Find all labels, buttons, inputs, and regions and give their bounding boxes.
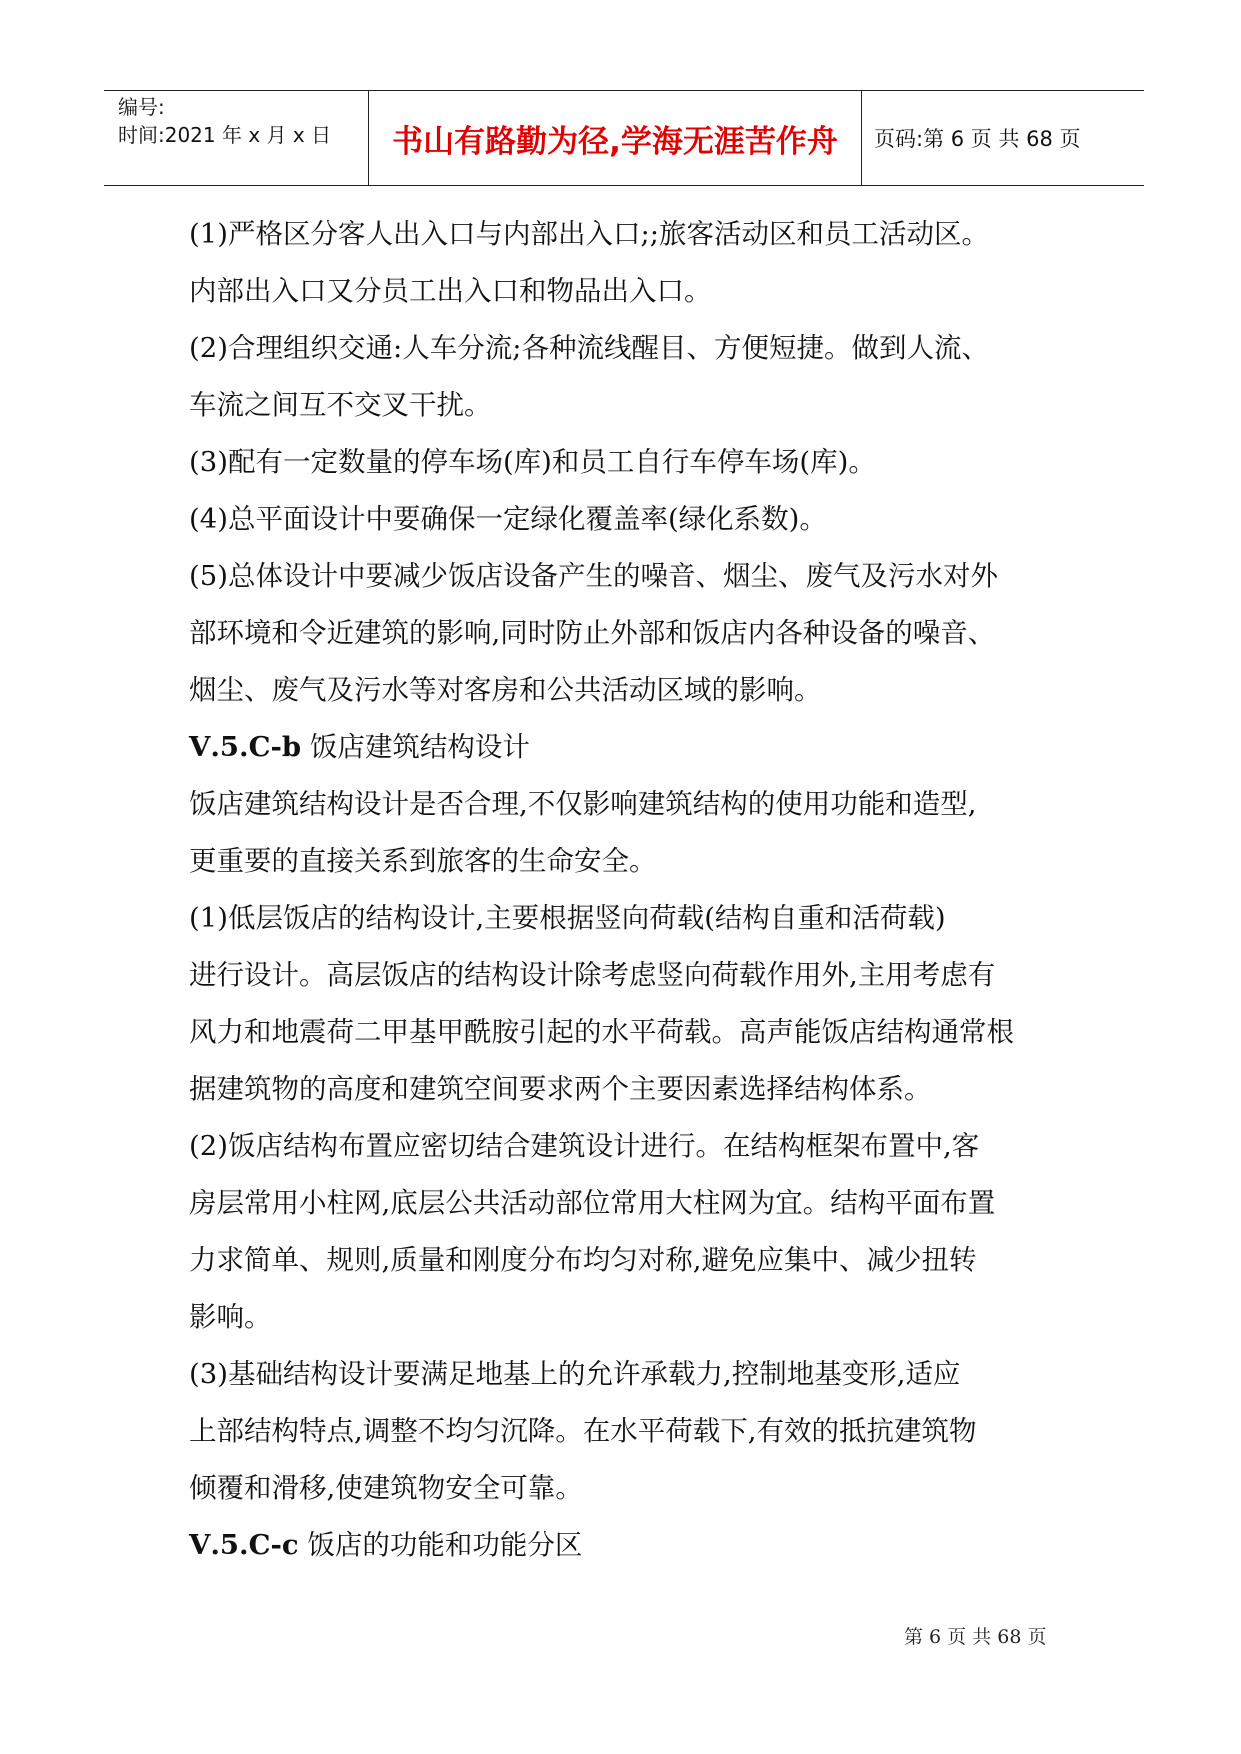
section-title: 饭店的功能和功能分区 [298, 1529, 583, 1561]
document-time-label: 时间:2021 年 x 月 x 日 [118, 123, 332, 147]
body-line: 内部出入口又分员工出入口和物品出入口。 [189, 275, 712, 307]
body-line: (4)总平面设计中要确保一定绿化覆盖率(绿化系数)。 [189, 503, 827, 535]
page-header [104, 90, 1144, 186]
section-code: Ⅴ.5.C-b [189, 731, 302, 763]
body-line: 进行设计。高层饭店的结构设计除考虑竖向荷载作用外,主用考虑有 [189, 959, 996, 991]
header-motto: 书山有路勤为径,学海无涯苦作舟 [392, 123, 838, 160]
header-page-number: 页码:第 6 页 共 68 页 [874, 127, 1081, 151]
body-line: (1)严格区分客人出入口与内部出入口;;旅客活动区和员工活动区。 [189, 218, 989, 250]
body-line: 上部结构特点,调整不均匀沉降。在水平荷载下,有效的抵抗建筑物 [189, 1415, 977, 1447]
section-heading-b [189, 719, 1069, 776]
section-code: Ⅴ.5.C-c [189, 1529, 299, 1561]
body-line: 房层常用小柱网,底层公共活动部位常用大柱网为宜。结构平面布置 [189, 1187, 996, 1219]
header-motto-cell [368, 91, 862, 185]
body-line: 更重要的直接关系到旅客的生命安全。 [189, 845, 657, 877]
section-heading-c [189, 1517, 1069, 1574]
body-line: 倾覆和滑移,使建筑物安全可靠。 [189, 1472, 583, 1504]
page-footer: 第 6 页 共 68 页 [904, 1626, 1047, 1648]
document-number-label: 编号: [118, 95, 165, 119]
document-body [189, 206, 1069, 1574]
body-line: 车流之间互不交叉干扰。 [189, 389, 492, 421]
body-line: (3)配有一定数量的停车场(库)和员工自行车停车场(库)。 [189, 446, 876, 478]
header-meta [118, 91, 368, 185]
body-line: (1)低层饭店的结构设计,主要根据竖向荷载(结构自重和活荷载) [189, 902, 946, 934]
body-line: 据建筑物的高度和建筑空间要求两个主要因素选择结构体系。 [189, 1073, 932, 1105]
body-line: 影响。 [189, 1301, 272, 1333]
body-line: 烟尘、废气及污水等对客房和公共活动区域的影响。 [189, 674, 822, 706]
body-line: (2)合理组织交通:人车分流;各种流线醒目、方便短捷。做到人流、 [189, 332, 989, 364]
body-line: 部环境和令近建筑的影响,同时防止外部和饭店内各种设备的噪音、 [189, 617, 996, 649]
body-line: 风力和地震荷二甲基甲酰胺引起的水平荷载。高声能饭店结构通常根 [189, 1016, 1014, 1048]
body-line: 饭店建筑结构设计是否合理,不仅影响建筑结构的使用功能和造型, [189, 788, 977, 820]
section-title: 饭店建筑结构设计 [301, 731, 530, 763]
body-line: (2)饭店结构布置应密切结合建筑设计进行。在结构框架布置中,客 [189, 1130, 980, 1162]
body-line: (3)基础结构设计要满足地基上的允许承载力,控制地基变形,适应 [189, 1358, 961, 1390]
body-line: 力求简单、规则,质量和刚度分布均匀对称,避免应集中、减少扭转 [189, 1244, 977, 1276]
body-line: (5)总体设计中要减少饭店设备产生的噪音、烟尘、废气及污水对外 [189, 560, 998, 592]
